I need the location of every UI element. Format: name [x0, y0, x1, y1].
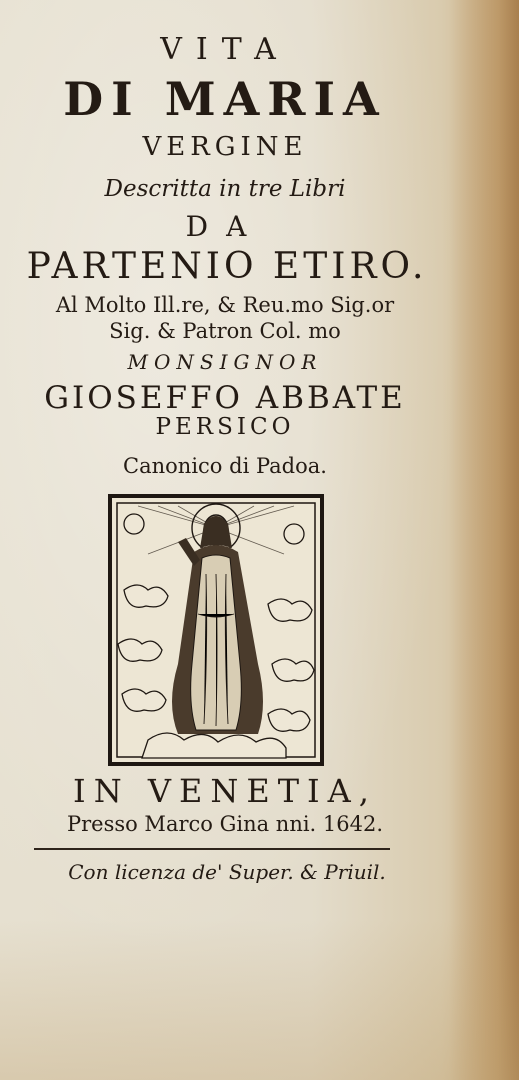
paper-bottom-stain [0, 920, 519, 1080]
dedication-line-1: Al Molto Ill.re, & Reu.mo Sig.or [55, 293, 395, 317]
dedicatee-name: GIOSEFFO ABBATE [44, 380, 406, 416]
author-prefix: DA [185, 210, 265, 243]
title-line-vita: VITA [160, 32, 290, 67]
madonna-woodcut-image [108, 494, 324, 766]
dedicatee-surname: PERSICO [155, 414, 295, 440]
title-line-di-maria: DI MARIA [63, 72, 387, 126]
imprint-printer: Presso Marco Gina nni. 1642. [66, 812, 384, 836]
imprint-rule [34, 848, 390, 850]
imprint-city: IN VENETIA, [73, 772, 377, 810]
paper-edge-stain [449, 0, 519, 1080]
title-line-vergine: VERGINE [142, 132, 308, 162]
dedication-line-2: Sig. & Patron Col. mo [109, 319, 341, 343]
dedicatee-title: MONSIGNOR [127, 350, 323, 374]
subtitle-descritta: Descritta in tre Libri [104, 176, 346, 202]
dedicatee-office: Canonico di Padoa. [123, 454, 327, 478]
author-name: PARTENIO ETIRO. [26, 246, 428, 287]
imprint-license: Con licenza de' Super. & Priuil. [68, 860, 386, 884]
